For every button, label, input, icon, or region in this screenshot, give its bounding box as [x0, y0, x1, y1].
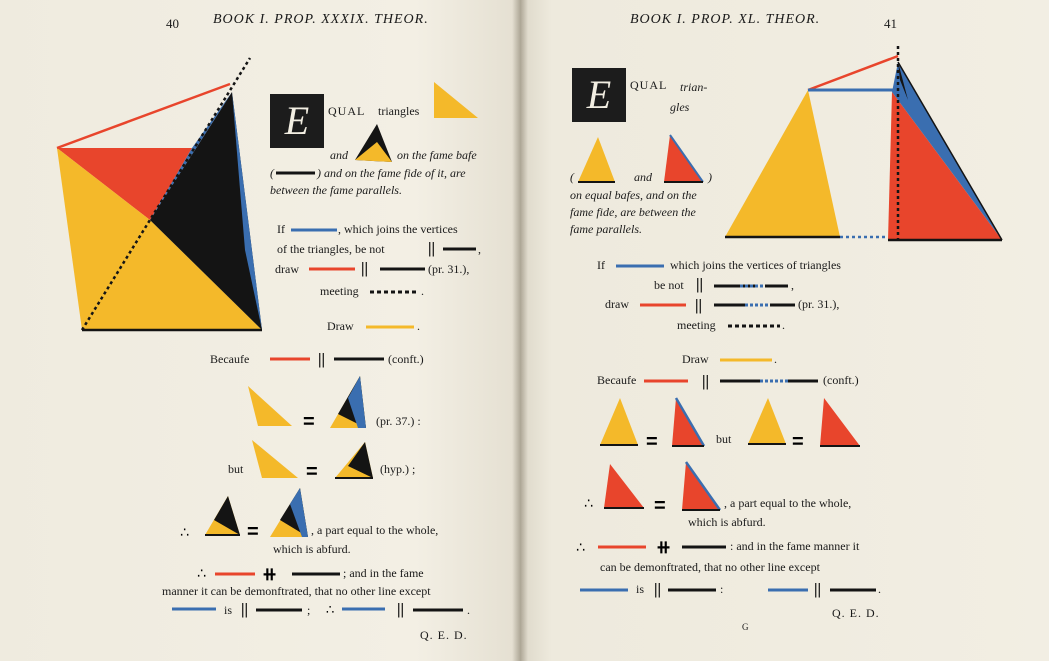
- right-period-2: .: [774, 352, 777, 366]
- right-demonstrated: can be demonftrated, that no other line except: [600, 560, 820, 574]
- left-main-diagram: [57, 58, 262, 330]
- right-yellow-triangle: [725, 90, 840, 237]
- right-absurd: which is abfurd.: [688, 515, 766, 529]
- right-qed: Q. E. D.: [832, 606, 880, 620]
- left-page-number: 40: [166, 16, 179, 31]
- svg-text:=: =: [247, 521, 259, 543]
- left-draw2: Draw: [327, 319, 354, 333]
- svg-text:=: =: [303, 411, 315, 433]
- left-enun-line3: ) and on the fame fide of it, are: [317, 166, 466, 180]
- right-draw: draw: [605, 297, 629, 311]
- svg-text:||: ||: [654, 581, 662, 598]
- right-meeting: meeting: [677, 318, 716, 332]
- svg-text:⧺: ⧺: [656, 537, 672, 557]
- right-enun-close-paren: ): [708, 170, 712, 184]
- right-enun-open-paren: (: [570, 170, 574, 184]
- right-period-3: .: [878, 582, 881, 596]
- left-eq2-yellow: [252, 440, 298, 478]
- svg-text:||: ||: [695, 297, 703, 314]
- right-eq1-yellow: [600, 398, 638, 445]
- right-comma: ,: [791, 278, 794, 292]
- right-decorated-initial: E: [572, 68, 626, 122]
- left-if: If: [277, 222, 285, 236]
- right-is: is: [636, 582, 645, 596]
- right-eq2-red: [820, 398, 860, 446]
- svg-text:=: =: [792, 431, 804, 453]
- svg-text:||: ||: [241, 601, 249, 618]
- svg-text:∴: ∴: [326, 603, 335, 618]
- left-semicolon: ;: [307, 603, 311, 617]
- left-eq1-yellow: [248, 386, 292, 426]
- right-enun-line6: fame parallels.: [570, 222, 642, 236]
- right-if: If: [597, 258, 605, 272]
- left-demonstrated: manner it can be demonftrated, that no other line except: [162, 584, 431, 598]
- right-enun-yellow-triangle: [578, 137, 615, 182]
- svg-text:=: =: [654, 495, 666, 517]
- svg-text:||: ||: [428, 240, 436, 257]
- right-enun-and: and: [634, 170, 652, 184]
- left-draw: draw: [275, 262, 299, 276]
- left-period-2: .: [417, 319, 420, 333]
- left-period-3: .: [467, 603, 470, 617]
- right-enun-word1: QUAL: [630, 78, 668, 92]
- right-enun-line4: on equal bafes, and on the: [570, 188, 697, 202]
- svg-text:||: ||: [361, 260, 369, 277]
- left-running-head: BOOK I. PROP. XXXIX. THEOR.: [213, 12, 429, 27]
- book-gutter: [512, 0, 528, 661]
- left-hyp: (hyp.) ;: [380, 462, 416, 476]
- right-enun-line5: fame fide, are between the: [570, 205, 696, 219]
- right-same-manner: : and in the fame manner it: [730, 539, 860, 553]
- right-enun-word2: trian-: [680, 80, 708, 94]
- right-eq3-red: [604, 464, 644, 508]
- right-because: Becaufe: [597, 373, 637, 387]
- left-enun-and: and: [330, 148, 348, 162]
- right-main-diagram: [725, 46, 1002, 240]
- right-page-number: 41: [884, 16, 897, 31]
- left-decorated-initial: E: [270, 94, 324, 148]
- left-part-equal: , a part equal to the whole,: [311, 523, 439, 537]
- svg-text:=: =: [306, 461, 318, 483]
- svg-text:∴: ∴: [576, 540, 585, 556]
- left-period-1: .: [421, 284, 424, 298]
- right-red-parallel: [808, 56, 898, 90]
- left-enun-yellow-triangle: [434, 82, 478, 118]
- svg-text:∴: ∴: [197, 566, 206, 582]
- left-joins-vertices: , which joins the vertices: [338, 222, 458, 236]
- right-period-1: .: [782, 318, 785, 332]
- right-running-head: BOOK I. PROP. XL. THEOR.: [630, 12, 821, 27]
- right-const: (conft.): [823, 373, 859, 387]
- right-be-not: be not: [654, 278, 684, 292]
- svg-text:∴: ∴: [180, 525, 189, 541]
- left-qed: Q. E. D.: [420, 628, 468, 642]
- left-is: is: [224, 603, 233, 617]
- svg-text:||: ||: [397, 601, 405, 618]
- right-part-equal: , a part equal to the whole,: [724, 496, 852, 510]
- svg-text:||: ||: [814, 581, 822, 598]
- svg-text:||: ||: [318, 351, 326, 368]
- svg-text:=: =: [646, 431, 658, 453]
- left-meeting: meeting: [320, 284, 359, 298]
- right-eq2-yellow: [748, 398, 786, 444]
- svg-text:⧺: ⧺: [262, 564, 278, 584]
- left-because: Becaufe: [210, 352, 250, 366]
- left-enun-open-paren: (: [270, 166, 274, 180]
- right-but: but: [716, 432, 732, 446]
- right-signature: G: [742, 622, 749, 632]
- left-enun-word1: QUAL: [328, 104, 366, 118]
- left-enun-line4: between the fame parallels.: [270, 183, 402, 197]
- left-of-triangles: of the triangles, be not: [277, 242, 385, 256]
- left-const: (conft.): [388, 352, 424, 366]
- right-page: [520, 0, 1049, 661]
- left-enun-word2: triangles: [378, 104, 420, 118]
- left-comma: ,: [478, 242, 481, 256]
- right-enun-word3: gles: [670, 100, 690, 114]
- left-absurd: which is abfurd.: [273, 542, 351, 556]
- right-red-triangle: [888, 92, 1002, 240]
- left-but: but: [228, 462, 244, 476]
- left-enun-same-base: on the fame bafe: [397, 148, 477, 162]
- left-page: [0, 0, 520, 661]
- left-pr37: (pr. 37.) :: [376, 414, 421, 428]
- svg-text:∴: ∴: [584, 496, 593, 512]
- right-pr31: (pr. 31.),: [798, 297, 840, 311]
- right-joins-vertices: which joins the vertices of triangles: [670, 258, 841, 272]
- right-colon: :: [720, 582, 724, 596]
- svg-text:||: ||: [702, 373, 710, 390]
- right-draw2: Draw: [682, 352, 709, 366]
- left-figures: [0, 0, 520, 661]
- left-pr31: (pr. 31.),: [428, 262, 470, 276]
- svg-text:||: ||: [696, 276, 704, 293]
- left-same-manner: ; and in the fame: [343, 566, 424, 580]
